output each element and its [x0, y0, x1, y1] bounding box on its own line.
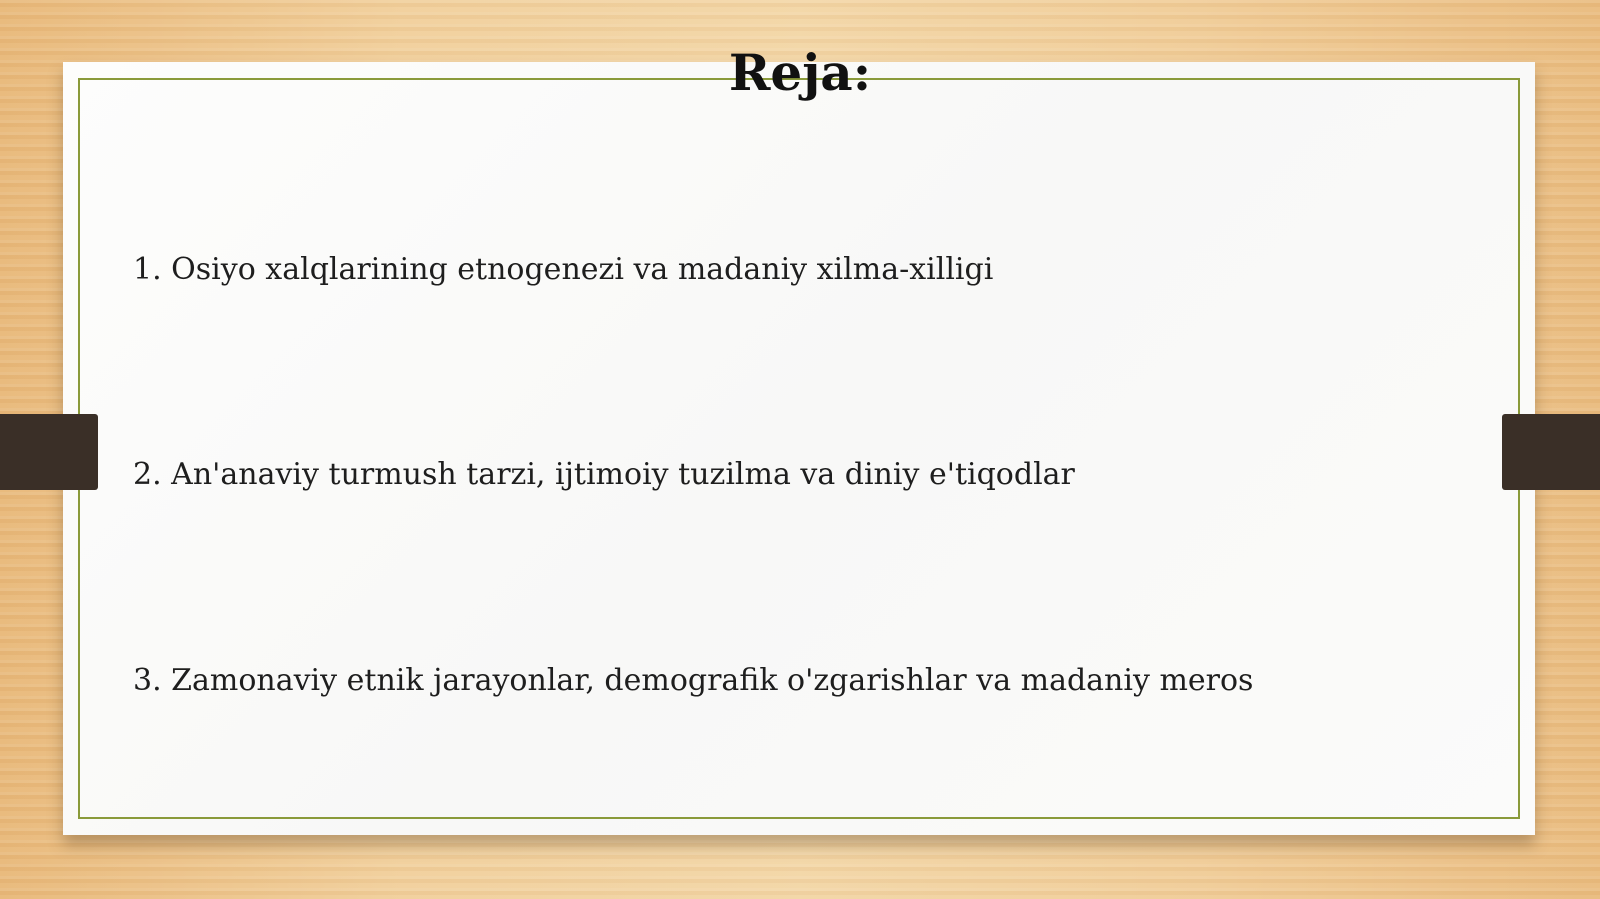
plan-item-1: 1. Osiyo xalqlarining etnogenezi va madaniy xilma-xilligi — [133, 252, 994, 287]
plan-item-3: 3. Zamonaviy etnik jarayonlar, demografik o'zgarishlar va madaniy meros — [133, 663, 1254, 698]
slide-title: Reja: — [728, 43, 872, 102]
left-binder-tab — [0, 414, 98, 490]
plan-item-2: 2. An'anaviy turmush tarzi, ijtimoiy tuzilma va diniy e'tiqodlar — [133, 457, 1075, 492]
slide-paper — [63, 62, 1535, 835]
slide-frame — [78, 78, 1520, 819]
right-binder-tab — [1502, 414, 1600, 490]
